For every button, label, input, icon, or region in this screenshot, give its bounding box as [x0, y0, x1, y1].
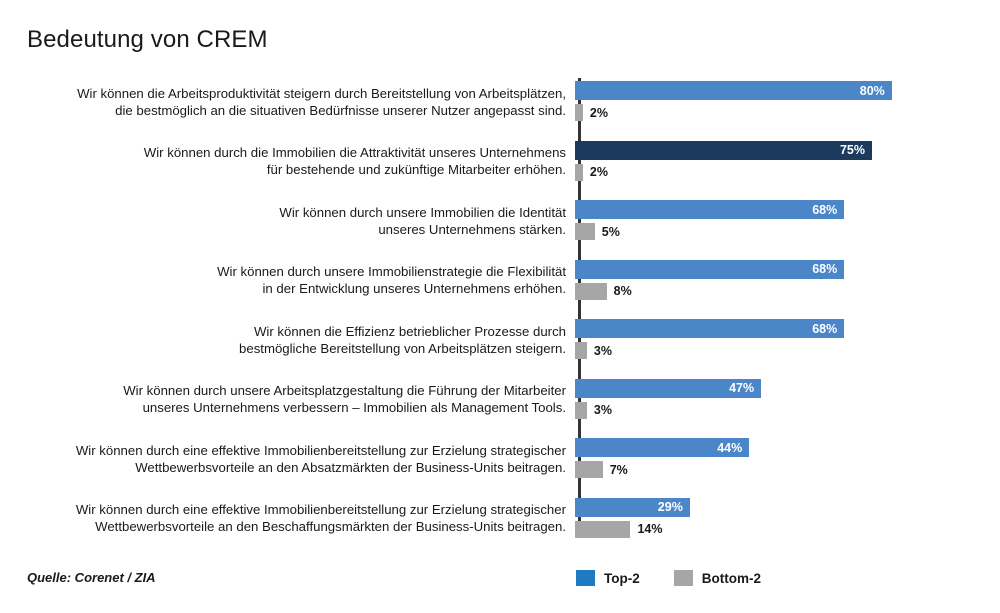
bar-value-label: 80%	[859, 83, 885, 98]
bar-value-label: 44%	[717, 440, 743, 455]
bar-value-label: 29%	[657, 500, 683, 515]
bar-wrap-top2	[575, 200, 977, 219]
bar-wrap-bottom2	[575, 520, 977, 539]
row-bars	[572, 257, 977, 303]
bar-wrap-top2	[575, 319, 977, 338]
bar-value-label: 3%	[593, 403, 612, 418]
category-label-line: Wir können die Arbeitsproduktivität steigern durch Bereitstellung von Arbeitsplätzen,	[77, 85, 566, 101]
bar-value-label: 7%	[609, 462, 628, 477]
bar-value-label: 68%	[812, 202, 838, 217]
bar-top2	[575, 200, 844, 219]
category-label	[27, 442, 572, 476]
legend-item-top2	[576, 570, 640, 586]
category-label-line: Wettbewerbsvorteile an den Beschaffungsmärkten der Business-Units beitragen.	[95, 519, 566, 535]
bar-value-label: 2%	[589, 165, 608, 180]
legend-swatch-icon	[576, 570, 595, 586]
category-label	[27, 263, 572, 297]
bar-value-label: 8%	[613, 284, 632, 299]
chart-row	[27, 191, 977, 251]
bar-bottom2	[575, 461, 603, 478]
category-label-line: in der Entwicklung unseres Unternehmens erhöhen.	[262, 281, 566, 297]
bar-rows	[27, 72, 977, 548]
bar-wrap-bottom2	[575, 401, 977, 420]
bar-bottom2	[575, 402, 587, 419]
row-bars	[572, 495, 977, 541]
category-label	[27, 382, 572, 416]
chart-row	[27, 72, 977, 132]
bar-top2	[575, 319, 844, 338]
category-label-line: die bestmöglich an die situativen Bedürfnisse unserer Nutzer angepasst sind.	[115, 102, 566, 118]
row-bars	[572, 436, 977, 482]
category-label-line: Wir können durch eine effektive Immobilienbereitstellung zur Erzielung strategischer	[75, 502, 566, 518]
chart-row	[27, 489, 977, 549]
bar-value-label: 2%	[589, 105, 608, 120]
legend-item-bottom2	[674, 570, 761, 586]
category-label-line: unseres Unternehmens stärken.	[378, 221, 566, 237]
bar-value-label: 75%	[839, 143, 865, 158]
page-title: Bedeutung von CREM	[27, 26, 268, 53]
bar-top2	[575, 260, 844, 279]
bar-bottom2	[575, 342, 587, 359]
bar-bottom2	[575, 104, 583, 121]
bar-wrap-bottom2	[575, 460, 977, 479]
legend-label: Bottom-2	[701, 570, 761, 586]
bar-wrap-bottom2	[575, 222, 977, 241]
bar-top2	[575, 379, 761, 398]
category-label-line: Wir können durch unsere Immobilien die Identität	[279, 204, 566, 220]
bar-value-label: 5%	[601, 224, 620, 239]
row-bars	[572, 79, 977, 125]
bar-wrap-top2	[575, 498, 977, 517]
category-label-line: Wir können durch eine effektive Immobilienbereitstellung zur Erzielung strategischer	[75, 442, 566, 458]
bar-value-label: 47%	[729, 381, 755, 396]
row-bars	[572, 198, 977, 244]
category-label	[27, 204, 572, 238]
bar-wrap-top2	[575, 260, 977, 279]
category-label	[27, 144, 572, 178]
bar-wrap-bottom2	[575, 103, 977, 122]
category-label-line: bestmögliche Bereitstellung von Arbeitsplätzen steigern.	[239, 340, 566, 356]
chart-row	[27, 370, 977, 430]
bar-wrap-bottom2	[575, 282, 977, 301]
bar-value-label: 3%	[593, 343, 612, 358]
bar-value-label: 68%	[812, 262, 838, 277]
bar-value-label: 68%	[812, 321, 838, 336]
bar-bottom2	[575, 283, 607, 300]
category-label-line: unseres Unternehmens verbessern – Immobilien als Management Tools.	[142, 400, 566, 416]
bar-wrap-top2	[575, 379, 977, 398]
legend-swatch-icon	[674, 570, 693, 586]
bar-bottom2	[575, 223, 595, 240]
category-label-line: Wir können durch unsere Immobilienstrategie die Flexibilität	[217, 264, 566, 280]
bar-wrap-top2	[575, 81, 977, 100]
chart-row	[27, 310, 977, 370]
chart-row	[27, 132, 977, 192]
bar-wrap-top2	[575, 141, 977, 160]
category-label-line: für bestehende und zukünftige Mitarbeiter erhöhen.	[266, 162, 566, 178]
chart-legend	[576, 570, 761, 586]
bar-top2	[575, 81, 892, 100]
plot-area	[27, 72, 977, 537]
bar-top2	[575, 498, 690, 517]
chart-row	[27, 251, 977, 311]
category-label	[27, 323, 572, 357]
category-label	[27, 501, 572, 535]
bar-wrap-bottom2	[575, 341, 977, 360]
legend-label: Top-2	[604, 570, 640, 586]
category-label-line: Wir können durch die Immobilien die Attraktivität unseres Unternehmens	[143, 145, 566, 161]
bar-value-label: 14%	[637, 522, 663, 537]
bar-top2	[575, 438, 749, 457]
row-bars	[572, 317, 977, 363]
row-bars	[572, 376, 977, 422]
category-label	[27, 85, 572, 119]
bar-wrap-bottom2	[575, 163, 977, 182]
source-note: Quelle: Corenet / ZIA	[27, 570, 156, 585]
category-label-line: Wettbewerbsvorteile an den Absatzmärkten der Business-Units beitragen.	[135, 459, 566, 475]
category-label-line: Wir können durch unsere Arbeitsplatzgestaltung die Führung der Mitarbeiter	[123, 383, 566, 399]
bar-bottom2	[575, 164, 583, 181]
category-label-line: Wir können die Effizienz betrieblicher Prozesse durch	[253, 323, 566, 339]
bar-top2	[575, 141, 872, 160]
row-bars	[572, 138, 977, 184]
chart-row	[27, 429, 977, 489]
bar-wrap-top2	[575, 438, 977, 457]
bar-bottom2	[575, 521, 630, 538]
